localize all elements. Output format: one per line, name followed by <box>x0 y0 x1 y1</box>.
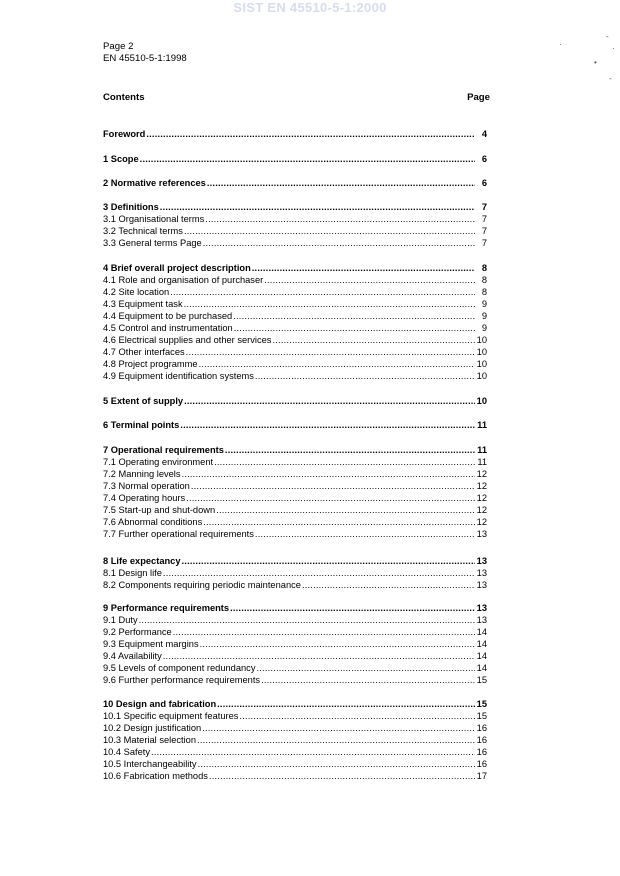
toc-section <box>103 128 490 140</box>
page-number: Page 2 <box>103 41 134 52</box>
toc-entry-page: 6 <box>481 154 487 164</box>
toc-entry-page: 9 <box>481 311 487 321</box>
toc-entry[interactable] <box>103 370 490 382</box>
toc-entry-page: 13 <box>476 529 487 539</box>
toc-entry-page: 12 <box>476 505 487 515</box>
toc-entry-main[interactable] <box>103 177 490 189</box>
toc-section <box>103 419 490 431</box>
dot-leader <box>216 504 475 516</box>
toc-entry-main[interactable] <box>103 419 490 431</box>
toc-entry-page: 14 <box>476 639 487 649</box>
toc-entry-title: 5 Extent of supply <box>103 396 184 406</box>
toc-entry[interactable] <box>103 516 490 528</box>
toc-entry-title: 3.3 General terms Page <box>103 238 202 248</box>
dot-leader <box>191 480 475 492</box>
toc-entry-page: 6 <box>481 178 487 188</box>
toc-entry-page: 11 <box>477 445 487 455</box>
toc-entry-page: 10 <box>476 335 487 345</box>
toc-entry-page: 14 <box>476 663 487 673</box>
toc-entry-page: 12 <box>476 469 487 479</box>
dot-leader <box>256 662 475 674</box>
toc-entry-title: 3.2 Technical terms <box>103 226 183 236</box>
toc-entry-title: 4 Brief overall project description <box>103 263 251 273</box>
toc-entry[interactable] <box>103 480 490 492</box>
dot-leader <box>225 444 475 456</box>
toc-entry-title: 7.1 Operating environment <box>103 457 214 467</box>
toc-entry-page: 16 <box>476 747 487 757</box>
dot-leader <box>180 419 475 431</box>
toc-entry-page: 7 <box>481 214 487 224</box>
toc-entry-title: 3 Definitions <box>103 202 159 212</box>
dot-leader <box>139 614 475 626</box>
dot-leader <box>182 468 475 480</box>
dot-leader <box>170 286 475 298</box>
toc-entry-page: 16 <box>476 759 487 769</box>
toc-section <box>103 444 490 540</box>
toc-entry[interactable] <box>103 770 490 782</box>
toc-entry-title: 9 Performance requirements <box>103 603 230 613</box>
toc-entry-page: 13 <box>476 615 487 625</box>
toc-entry[interactable] <box>103 626 490 638</box>
contents-page-label: Page <box>467 92 490 103</box>
dot-leader <box>234 322 475 334</box>
dot-leader <box>184 225 475 237</box>
toc-entry-page: 15 <box>476 675 487 685</box>
toc-entry[interactable] <box>103 710 490 722</box>
toc-entry-page: 16 <box>476 723 487 733</box>
dot-leader <box>151 746 475 758</box>
toc-entry[interactable] <box>103 650 490 662</box>
toc-entry[interactable] <box>103 322 490 334</box>
toc-entry-title: 1 Scope <box>103 154 139 164</box>
toc-entry-title: 7.7 Further operational requirements <box>103 529 254 539</box>
toc-entry-page: 13 <box>476 568 487 578</box>
toc-entry-main[interactable] <box>103 262 490 274</box>
toc-entry-main[interactable] <box>103 602 490 614</box>
scan-speck: - <box>609 74 612 83</box>
toc-entry[interactable] <box>103 614 490 626</box>
toc-entry-title: 4.4 Equipment to be purchased <box>103 311 233 321</box>
contents-heading <box>103 92 490 103</box>
toc-entry[interactable] <box>103 298 490 310</box>
dot-leader <box>302 579 475 591</box>
toc-entry-title: 8 Life expectancy <box>103 556 181 566</box>
dot-leader <box>214 456 475 468</box>
toc-entry[interactable] <box>103 225 490 237</box>
dot-leader <box>264 274 475 286</box>
toc-entry-main[interactable] <box>103 444 490 456</box>
toc-entry-page: 16 <box>476 735 487 745</box>
toc-entry-main[interactable] <box>103 128 490 140</box>
toc-entry[interactable] <box>103 346 490 358</box>
toc-entry-title: 7.5 Start-up and shut-down <box>103 505 216 515</box>
toc-entry-page: 10 <box>476 359 487 369</box>
toc-entry[interactable] <box>103 638 490 650</box>
dot-leader <box>160 201 475 213</box>
dot-leader <box>197 734 475 746</box>
toc-entry-title: 10.5 Interchangeability <box>103 759 197 769</box>
dot-leader <box>163 567 475 579</box>
toc-entry-title: 10 Design and fabrication <box>103 699 217 709</box>
toc-entry-title: 10.6 Fabrication methods <box>103 771 208 781</box>
watermark: SIST EN 45510-5-1:2000 <box>233 0 387 15</box>
toc-entry[interactable] <box>103 579 490 591</box>
toc-section <box>103 262 490 382</box>
dot-leader <box>200 638 475 650</box>
toc-entry-title: 9.1 Duty <box>103 615 138 625</box>
toc-entry-page: 11 <box>477 457 487 467</box>
dot-leader <box>203 237 475 249</box>
toc-entry[interactable] <box>103 722 490 734</box>
dot-leader <box>173 626 475 638</box>
toc-entry-title: 9.3 Equipment margins <box>103 639 199 649</box>
toc-entry-page: 13 <box>476 580 487 590</box>
toc-entry[interactable] <box>103 310 490 322</box>
toc-entry-title: 8.1 Design life <box>103 568 162 578</box>
toc-section <box>103 177 490 189</box>
toc-entry-page: 9 <box>481 323 487 333</box>
dot-leader <box>202 722 475 734</box>
toc-entry-title: 7.6 Abnormal conditions <box>103 517 203 527</box>
toc-entry-page: 15 <box>476 699 487 709</box>
toc-entry-title: 4.7 Other interfaces <box>103 347 185 357</box>
toc-entry-title: 9.5 Levels of component redundancy <box>103 663 256 673</box>
toc-entry-title: 4.2 Site location <box>103 287 170 297</box>
toc-entry-page: 8 <box>481 275 487 285</box>
toc-entry-page: 15 <box>476 711 487 721</box>
toc-entry-page: 13 <box>476 556 487 566</box>
toc-entry-title: 7.2 Manning levels <box>103 469 181 479</box>
toc-entry[interactable] <box>103 213 490 225</box>
toc-entry-page: 10 <box>476 371 487 381</box>
toc-entry-title: 6 Terminal points <box>103 420 180 430</box>
toc-entry-title: 3.1 Organisational terms <box>103 214 205 224</box>
dot-leader <box>184 298 475 310</box>
dot-leader <box>182 555 475 567</box>
dot-leader <box>146 128 475 140</box>
dot-leader <box>261 674 475 686</box>
toc-entry-main[interactable] <box>103 395 490 407</box>
toc-entry-main[interactable] <box>103 153 490 165</box>
dot-leader <box>186 492 475 504</box>
toc-entry[interactable] <box>103 468 490 480</box>
toc-entry-title: 4.5 Control and instrumentation <box>103 323 233 333</box>
contents-title: Contents <box>103 92 145 103</box>
toc-entry-page: 17 <box>476 771 487 781</box>
scan-speck: · <box>559 40 562 49</box>
toc-entry[interactable] <box>103 492 490 504</box>
toc-entry[interactable] <box>103 334 490 346</box>
dot-leader <box>255 370 475 382</box>
toc-entry-title: 8.2 Components requiring periodic maintenance <box>103 580 301 590</box>
toc-entry-page: 7 <box>481 226 487 236</box>
dot-leader <box>233 310 475 322</box>
toc-entry-title: 4.8 Project programme <box>103 359 198 369</box>
toc-entry-page: 10 <box>476 347 487 357</box>
dot-leader <box>239 710 475 722</box>
toc-entry-title: 9.6 Further performance requirements <box>103 675 261 685</box>
toc-entry[interactable] <box>103 567 490 579</box>
toc-entry-title: Foreword <box>103 129 146 139</box>
toc-entry-main[interactable] <box>103 698 490 710</box>
toc-entry[interactable] <box>103 674 490 686</box>
toc-entry-title: 10.2 Design justification <box>103 723 202 733</box>
toc-entry-page: 12 <box>476 517 487 527</box>
toc-entry-title: 7.3 Normal operation <box>103 481 190 491</box>
dot-leader <box>203 516 475 528</box>
dot-leader <box>230 602 475 614</box>
toc-entry-page: 9 <box>481 299 487 309</box>
toc-entry-title: 4.9 Equipment identification systems <box>103 371 254 381</box>
dot-leader <box>209 770 475 782</box>
toc-entry-main[interactable] <box>103 201 490 213</box>
toc-entry-title: 4.6 Electrical supplies and other services <box>103 335 272 345</box>
dot-leader <box>205 213 475 225</box>
toc-section <box>103 201 490 249</box>
toc-entry-page: 14 <box>476 627 487 637</box>
toc-entry-title: 10.3 Material selection <box>103 735 197 745</box>
toc-entry-title: 2 Normative references <box>103 178 206 188</box>
toc-entry[interactable] <box>103 274 490 286</box>
toc-entry-page: 4 <box>481 129 487 139</box>
toc-entry-main[interactable] <box>103 555 490 567</box>
toc-entry-page: 7 <box>481 238 487 248</box>
toc-entry-page: 13 <box>476 603 487 613</box>
toc-entry-title: 9.4 Availability <box>103 651 162 661</box>
toc-entry[interactable] <box>103 237 490 249</box>
dot-leader <box>198 758 475 770</box>
dot-leader <box>217 698 475 710</box>
toc-entry-title: 4.1 Role and organisation of purchaser <box>103 275 264 285</box>
toc-entry[interactable] <box>103 758 490 770</box>
toc-entry-page: 8 <box>481 263 487 273</box>
scan-speck: · <box>612 44 615 53</box>
toc-section <box>103 555 490 591</box>
toc-section <box>103 395 490 407</box>
dot-leader <box>140 153 475 165</box>
toc-entry-title: 10.4 Safety <box>103 747 151 757</box>
toc-entry[interactable] <box>103 734 490 746</box>
scan-speck: • <box>594 58 597 67</box>
dot-leader <box>252 262 475 274</box>
toc-entry[interactable] <box>103 504 490 516</box>
dot-leader <box>255 528 475 540</box>
dot-leader <box>199 358 475 370</box>
toc-entry-title: 9.2 Performance <box>103 627 172 637</box>
toc-section <box>103 698 490 782</box>
dot-leader <box>184 395 475 407</box>
scan-speck: - <box>606 32 609 41</box>
dot-leader <box>272 334 475 346</box>
standard-number: EN 45510-5-1:1998 <box>103 53 187 64</box>
toc-section <box>103 153 490 165</box>
dot-leader <box>186 346 475 358</box>
toc-entry[interactable] <box>103 456 490 468</box>
dot-leader <box>163 650 475 662</box>
toc-entry-title: 7.4 Operating hours <box>103 493 186 503</box>
toc-entry-page: 10 <box>476 396 487 406</box>
toc-entry-page: 14 <box>476 651 487 661</box>
dot-leader <box>207 177 475 189</box>
toc-entry-title: 10.1 Specific equipment features <box>103 711 239 721</box>
toc-entry[interactable] <box>103 358 490 370</box>
toc-entry[interactable] <box>103 528 490 540</box>
toc-entry-page: 11 <box>477 420 487 430</box>
toc-entry-page: 12 <box>476 493 487 503</box>
toc-entry-page: 12 <box>476 481 487 491</box>
toc-entry-title: 4.3 Equipment task <box>103 299 183 309</box>
toc-entry-page: 7 <box>481 202 487 212</box>
toc-entry[interactable] <box>103 286 490 298</box>
toc-section <box>103 602 490 686</box>
toc-entry-page: 8 <box>481 287 487 297</box>
page-header <box>103 41 187 65</box>
toc-entry[interactable] <box>103 746 490 758</box>
toc-entry-title: 7 Operational requirements <box>103 445 224 455</box>
toc-entry[interactable] <box>103 662 490 674</box>
